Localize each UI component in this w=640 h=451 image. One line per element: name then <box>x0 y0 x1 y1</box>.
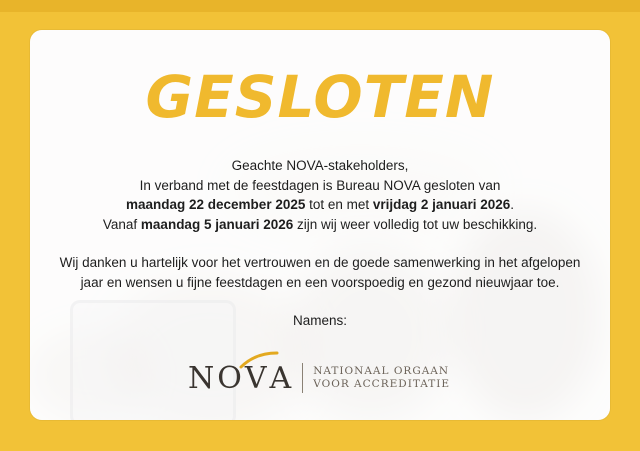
notice-content <box>30 30 610 420</box>
closure-intro: In verband met de feestdagen is Bureau NOVA gesloten van <box>139 177 501 193</box>
nova-logo-text: NATIONAAL ORGAAN VOOR ACCREDITATIE <box>313 365 451 390</box>
thanks-line-2: jaar en wensen u fijne feestdagen en een voorspoedig en gezond nieuwjaar toe. <box>80 274 560 290</box>
notice-letter <box>40 156 600 292</box>
thanks-line-1: Wij danken u hartelijk voor het vertrouwen en de goede samenwerking in het afgelopen <box>59 255 581 270</box>
closure-start-date: maandag 22 december 2025 <box>126 197 306 212</box>
reopen-line: Vanaf maandag 5 januari 2026 zijn wij weer volledig tot uw beschikking. <box>102 216 538 232</box>
greeting: Geachte NOVA-stakeholders, <box>231 158 409 173</box>
closure-dates: maandag 22 december 2025 tot en met vrijdag 2 januari 2026. <box>126 197 514 212</box>
closure-end-date: vrijdag 2 januari 2026 <box>372 197 511 212</box>
nova-logo <box>188 358 468 398</box>
page-title: GESLOTEN <box>145 63 495 131</box>
reopen-date: maandag 5 januari 2026 <box>140 216 294 232</box>
nova-logo-mark: NO V A <box>188 361 294 396</box>
logo-divider <box>302 363 303 393</box>
signoff: Namens: <box>292 313 348 328</box>
swoosh-icon <box>239 351 279 369</box>
notice-card <box>30 30 610 420</box>
frame-border <box>0 0 640 12</box>
